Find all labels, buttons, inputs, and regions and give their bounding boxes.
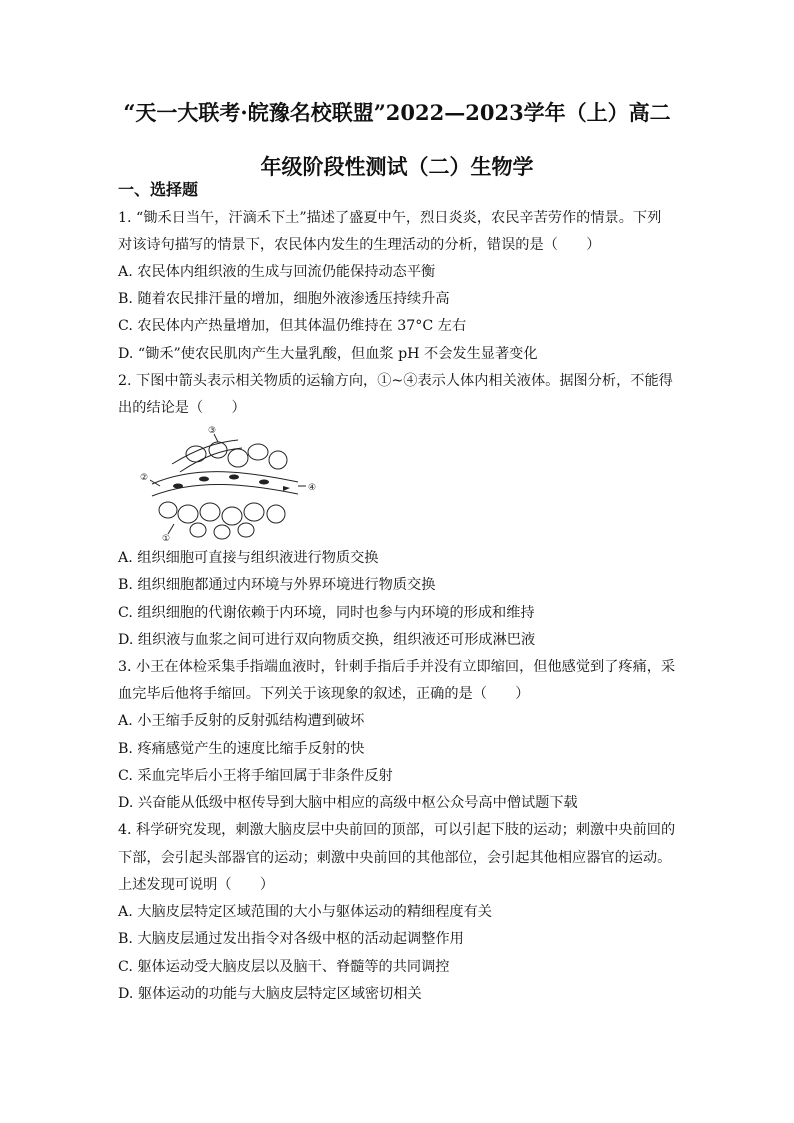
q4-option-a: A. 大脑皮层特定区域范围的大小与躯体运动的精细程度有关 [118,904,492,920]
tissue-cell [222,507,242,525]
tissue-cell [178,505,198,523]
tissue-cell [209,442,227,458]
label-1-pointer [168,524,174,534]
blood-cell [259,480,269,485]
q2-option-a: A. 组织细胞可直接与组织液进行物质交换 [118,550,379,566]
figure-label-2: ② [140,473,149,483]
tissue-fluid-diagram [138,424,320,542]
tissue-cell [200,503,220,521]
q3-option-c: C. 采血完毕后小王将手缩回属于非条件反射 [118,768,393,784]
blood-cell [199,477,209,482]
q1-stem-line-1: 1. “锄禾日当午，汗滴禾下土”描述了盛夏中午，烈日炎炎，农民辛苦劳作的情景。下列 [118,210,662,226]
q1-option-a: A. 农民体内组织液的生成与回流仍能保持动态平衡 [118,264,436,280]
q4-option-d: D. 躯体运动的功能与大脑皮层特定区域密切相关 [118,986,422,1002]
q4-stem-line-1: 4. 科学研究发现，刺激大脑皮层中央前回的顶部，可以引起下肢的运动；刺激中央前回的 [118,822,676,838]
q1-option-b: B. 随着农民排汗量的增加，细胞外液渗透压持续升高 [118,291,450,307]
tissue-cell [214,525,230,539]
q3-option-b: B. 疼痛感觉产生的速度比缩手反射的快 [118,741,365,757]
title-line-2: 年级阶段性测试（二）生物学 [260,154,534,179]
q2-option-c: C. 组织细胞的代谢依赖于内环境，同时也参与内环境的形成和维持 [118,605,535,621]
figure-label-3: ③ [208,426,217,436]
tissue-cell [269,451,287,469]
q1-stem-line-2: 对该诗句描写的情景下，农民体内发生的生理活动的分析，错误的是（ ） [118,237,601,253]
figure-label-1: ① [162,534,171,542]
q3-option-a: A. 小王缩手反射的反射弧结构遭到破坏 [118,713,365,729]
tissue-cell [238,523,254,537]
blood-cell [229,475,239,480]
q2-stem-line-1: 2. 下图中箭头表示相关物质的运输方向，①~④表示人体内相关液体。据图分析，不能得 [118,373,673,389]
q2-option-b: B. 组织细胞都通过内环境与外界环境进行物质交换 [118,577,436,593]
section-heading: 一、选择题 [118,180,199,199]
q3-stem-line-1: 3. 小王在体检采集手指端血液时，针刺手指后手并没有立即缩回，但他感觉到了疼痛，采 [118,659,676,675]
tissue-cell [244,503,264,521]
q3-stem-line-2: 血完毕后他将手缩回。下列关于该现象的叙述，正确的是（ ） [118,686,530,702]
tissue-cell [190,523,206,537]
q4-option-c: C. 躯体运动受大脑皮层以及脑干、脊髓等的共同调控 [118,959,450,975]
blood-cell [173,484,183,489]
tissue-cell [159,502,177,518]
q3-option-d: D. 兴奋能从低级中枢传导到大脑中相应的高级中枢公众号高中僧试题下载 [118,795,578,811]
flow-arrow-head [283,486,290,491]
capillary-upper-wall [152,472,298,484]
q2-stem-line-2: 出的结论是（ ） [118,400,246,416]
tissue-cell [228,449,248,467]
q4-option-b: B. 大脑皮层通过发出指令对各级中枢的活动起调整作用 [118,931,464,947]
figure-label-4: ④ [308,483,317,493]
q1-option-d: D. “锄禾”使农民肌肉产生大量乳酸，但血浆 pH 不会发生显著变化 [118,346,538,362]
tissue-cell [248,444,268,460]
q1-option-c: C. 农民体内产热量增加，但其体温仍维持在 37°C 左右 [118,318,467,334]
q2-option-d: D. 组织液与血浆之间可进行双向物质交换，组织液还可形成淋巴液 [118,632,536,648]
title-line-1: “天一大联考·皖豫名校联盟”2022—2023学年（上）高二 [123,100,671,125]
tissue-cell [267,505,285,523]
q4-stem-line-2: 下部，会引起头部器官的运动；刺激中央前回的其他部位，会引起其他相应器官的运动。 [118,850,672,866]
q4-stem-line-3: 上述发现可说明（ ） [118,877,275,893]
tissue-cell [186,446,206,462]
